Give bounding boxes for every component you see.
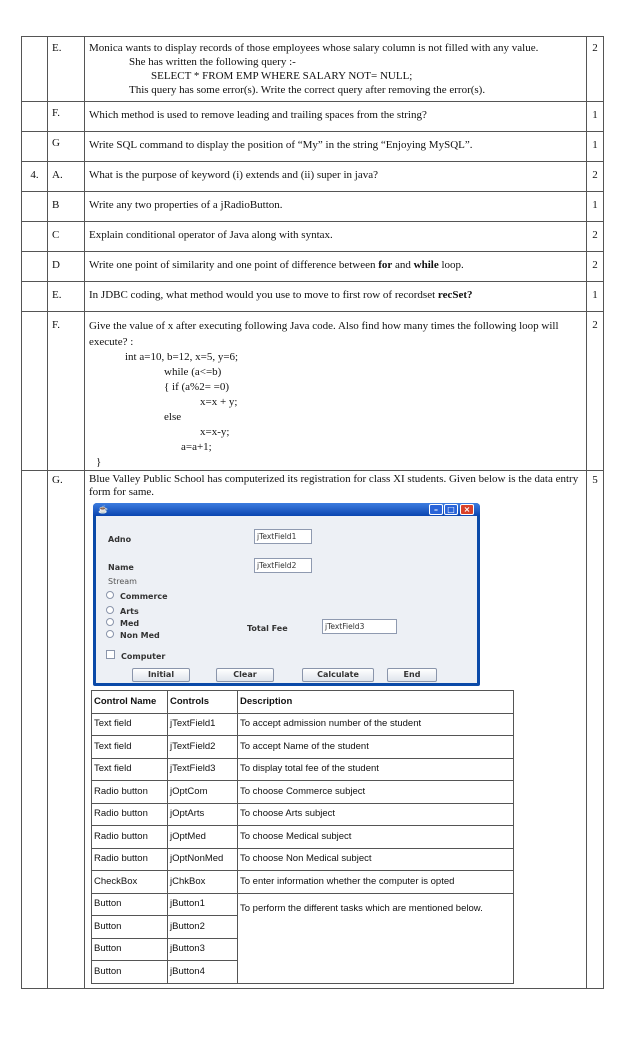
- marks: 2: [587, 162, 604, 192]
- end-button[interactable]: End: [387, 668, 437, 682]
- question-text: Blue Valley Public School has computerized its registration for class XI students. Given below is the data entry form for same. ☕ – □ × Adno jTextField1 Name jTextField2 Stream Commerce Arts Med Non Med Total Fee jTextField3 Computer Initial Clear Calculate End Control Name Controls Description Text field jTextField1 To accept admission number of the student Text field jTextField2 To accept Name of the student Text field jTextField3 To display total fee of the student Radio button jOptCom To choose Commerce subject Radio button jOptArts To choose Arts subject Radio button jOptMed To choose Medical subject Radio button jOptNonMed To choose Non Medical subject CheckBox jChkBox To enter information whether the computer is opted Button jButton1 To perform the different tasks which are mentioned below. Button jButton2 Button jButton3 Button jButton4: [85, 471, 587, 989]
- name-label: Name: [108, 563, 134, 572]
- non-med-radio-label[interactable]: Non Med: [120, 631, 160, 640]
- table-row: Button jButton1 To perform the different tasks which are mentioned below.: [92, 893, 514, 916]
- close-icon[interactable]: ×: [460, 504, 474, 515]
- java-icon: ☕: [98, 505, 108, 514]
- question-text: Write SQL command to display the position of “My” in the string “Enjoying MySQL”.: [85, 132, 587, 162]
- table-row: Text field jTextField3 To display total fee of the student: [92, 758, 514, 781]
- total-fee-label: Total Fee: [247, 624, 288, 633]
- table-row: Radio button jOptArts To choose Arts subject: [92, 803, 514, 826]
- question-text: What is the purpose of keyword (i) extends and (ii) super in java?: [85, 162, 587, 192]
- question-paper: [21, 36, 604, 989]
- question-row-4b: B Write any two properties of a jRadioButton. 1: [22, 192, 604, 222]
- table-row: Button jButton3: [92, 938, 514, 961]
- marks: 1: [587, 282, 604, 312]
- question-row-4a: 4. A. What is the purpose of keyword (i) extends and (ii) super in java? 2: [22, 162, 604, 192]
- question-number: 4.: [22, 162, 48, 192]
- question-row-4e: E. In JDBC coding, what method would you use to move to first row of recordset recSet? 1: [22, 282, 604, 312]
- swing-form-window: [93, 503, 480, 686]
- marks: 2: [587, 252, 604, 282]
- med-radio[interactable]: [106, 618, 114, 626]
- table-row: Button jButton2: [92, 916, 514, 939]
- arts-radio-label[interactable]: Arts: [120, 607, 139, 616]
- question-row-4d: D Write one point of similarity and one point of difference between for and while loop. 2: [22, 252, 604, 282]
- arts-radio[interactable]: [106, 606, 114, 614]
- initial-button[interactable]: Initial: [132, 668, 190, 682]
- calculate-button[interactable]: Calculate: [302, 668, 374, 682]
- marks: 2: [587, 37, 604, 102]
- marks: 5: [587, 471, 604, 989]
- marks: 2: [587, 312, 604, 471]
- question-text: Write any two properties of a jRadioButton.: [85, 192, 587, 222]
- question-text: Give the value of x after executing following Java code. Also find how many times the following loop will execute? : int a=10, b=12, x=5, y=6; while (a<=b) { if (a%2= =0) x=x + y; else x=x-y; a=a+1; }: [85, 312, 587, 471]
- med-radio-label[interactable]: Med: [120, 619, 140, 628]
- window-titlebar[interactable]: [93, 503, 480, 516]
- code-block: int a=10, b=12, x=5, y=6; while (a<=b) { if (a%2= =0) x=x + y; else x=x-y; a=a+1; }: [96, 351, 239, 468]
- marks: 1: [587, 192, 604, 222]
- question-text: In JDBC coding, what method would you use to move to first row of recordset recSet?: [85, 282, 587, 312]
- table-row: Radio button jOptCom To choose Commerce subject: [92, 781, 514, 804]
- table-row: Radio button jOptNonMed To choose Non Medical subject: [92, 848, 514, 871]
- marks: 1: [587, 102, 604, 132]
- question-row-4c: C Explain conditional operator of Java along with syntax. 2: [22, 222, 604, 252]
- minimize-icon[interactable]: –: [429, 504, 443, 515]
- table-row: Text field jTextField2 To accept Name of the student: [92, 736, 514, 759]
- adno-label: Adno: [108, 535, 132, 544]
- maximize-icon[interactable]: □: [444, 504, 458, 515]
- non-med-radio[interactable]: [106, 630, 114, 638]
- question-row-4f: F. Give the value of x after executing following Java code. Also find how many times the following loop will execute? : int a=10, b=12, x=5, y=6; while (a<=b) { if (a%2= =0) x=x + y; else x=x-y; a=a+1; } 2: [22, 312, 604, 471]
- total-fee-field[interactable]: jTextField3: [322, 619, 397, 634]
- table-row: CheckBox jChkBox To enter information whether the computer is opted: [92, 871, 514, 894]
- commerce-radio[interactable]: [106, 591, 114, 599]
- question-row-e: E. Monica wants to display records of those employees whose salary column is not filled with any value. She has written the following query :- SELECT * FROM EMP WHERE SALARY NOT= NULL; This query has some error(s). Write the correct query after removing the error(s). 2: [22, 37, 604, 102]
- question-text: Write one point of similarity and one point of difference between for and while loop.: [85, 252, 587, 282]
- question-row-4g: G. Blue Valley Public School has computerized its registration for class XI students. Given below is the data entry form for same. ☕ – □ × Adno jTextField1 Name jTextField2 Stream Commerce Arts Med Non Med Total Fee jTextField3 Computer Initial Clear Calculate End Control Name Controls Description Text field jTextField1 To accept admission number of the student Text field jTextField2 To accept Name of the student Text field jTextField3 To display total fee of the student Radio button jOptCom To choose Commerce subject Radio button jOptArts To choose Arts subject Radio button jOptMed To choose Medical subject Radio button jOptNonMed To choose Non Medical subject CheckBox jChkBox To enter information whether the computer is opted Button jButton1 To perform the different tasks which are mentioned below. Button jButton2 Button jButton3 Button jButton4 5: [22, 471, 604, 989]
- question-row-f: F. Which method is used to remove leading and trailing spaces from the string? 1: [22, 102, 604, 132]
- controls-table: [91, 690, 514, 984]
- stream-label: Stream: [108, 577, 137, 586]
- clear-button[interactable]: Clear: [216, 668, 274, 682]
- table-row: Text field jTextField1 To accept admission number of the student: [92, 713, 514, 736]
- computer-checkbox-label[interactable]: Computer: [121, 652, 166, 661]
- admission-number-field[interactable]: jTextField1: [254, 529, 312, 544]
- question-text: Which method is used to remove leading and trailing spaces from the string?: [85, 102, 587, 132]
- name-field[interactable]: jTextField2: [254, 558, 312, 573]
- marks: 1: [587, 132, 604, 162]
- commerce-radio-label[interactable]: Commerce: [120, 592, 168, 601]
- merged-description: To perform the different tasks which are mentioned below.: [238, 893, 514, 983]
- computer-checkbox[interactable]: [106, 650, 115, 659]
- controls-table-header: Control Name Controls Description: [92, 691, 514, 714]
- table-row: Radio button jOptMed To choose Medical subject: [92, 826, 514, 849]
- marks: 2: [587, 222, 604, 252]
- question-table: [21, 36, 604, 989]
- question-text: Monica wants to display records of those employees whose salary column is not filled with any value. She has written the following query :- SELECT * FROM EMP WHERE SALARY NOT= NULL; This query has some error(s). Write the correct query after removing the error(s).: [85, 37, 587, 102]
- question-text: Explain conditional operator of Java along with syntax.: [85, 222, 587, 252]
- question-row-g: G Write SQL command to display the position of “My” in the string “Enjoying MySQL”. 1: [22, 132, 604, 162]
- table-row: Button jButton4: [92, 961, 514, 984]
- form-content: [96, 516, 477, 683]
